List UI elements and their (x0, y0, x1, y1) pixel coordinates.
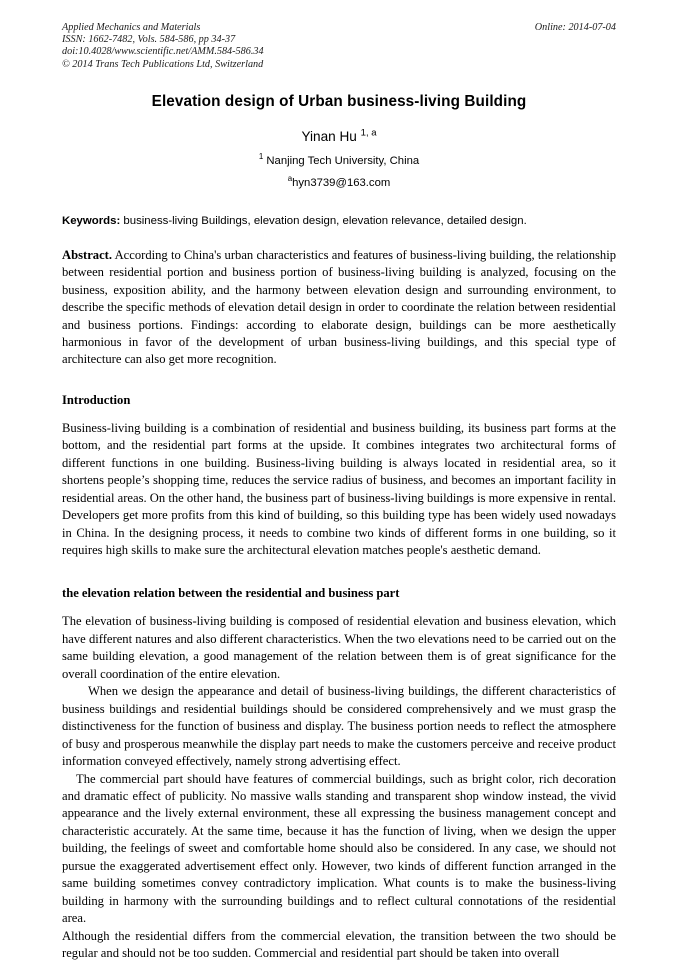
email-superscript: a (287, 174, 293, 184)
author-name-text: Yinan Hu (301, 129, 357, 144)
journal-name: Applied Mechanics and Materials (62, 22, 201, 33)
relation-paragraph-3: The commercial part should have features of commercial buildings, such as bright color, rich decoration and dramatic effect of publicity. No massive walls standing and transparent shop window instead, the vivid appearance and the lively external environment, these all expressing the business management concept and characteristic accurately. At the same time, because it has the function of living, when we design the upper building, the feelings of sweet and comfortable home should also be considered. In any case, we should not pursue the exaggerated advertisement effect only. However, two kinds of different function arranged in the same building sometimes convey contradictory implication. What counts is to make the business-living building in harmony with the surrounding buildings and to reflect cultural connotations of the residential area. (62, 771, 616, 926)
section-heading-introduction: Introduction (62, 392, 131, 407)
keywords-text: business-living Buildings, elevation design, elevation relevance, detailed design. (120, 215, 527, 227)
abstract-text: According to China's urban characteristics and features of business-living building, the relationship between residential portion and business portion of business-living building is analyzed, focusing on the business, exposition ability, and the harmony between elevation design and surrounding environment, to describe the specific methods of elevation detail design in order to coordinate the relation between residential and business portions. Findings: according to elaborate design, buildings can be more aesthetically harmonious in favor of the development of urban business-living buildings, and this special type of architecture can also get more recognition. (62, 248, 616, 367)
author-name-superscript: 1, a (360, 127, 377, 139)
issn-line: ISSN: 1662-7482, Vols. 584-586, pp 34-37 (62, 34, 236, 46)
author-affiliation (62, 154, 616, 168)
relation-paragraph-4: Although the residential differs from the commercial elevation, the transition between the two should be regular and should not be too sudden. Commercial and residential part should be taken into overall (62, 928, 616, 961)
abstract-paragraph (62, 247, 616, 369)
paper-title: Elevation design of Urban business-living Building (151, 93, 527, 110)
author-block (62, 128, 616, 190)
online-date: Online: 2014-07-04 (534, 22, 616, 33)
affiliation-text: Nanjing Tech University, China (263, 155, 420, 167)
journal-masthead (62, 22, 616, 74)
introduction-paragraph-1: Business-living building is a combination of residential and business building, its business part forms at the bottom, and the residential part forms at the upside. It combines integrates two architectural forms of different functions in one building. Business-living building is always located in residential area, so it shortens people’s shopping time, reduces the service radius of business, and becomes an important facility in residential areas. On the other hand, the business part of business-living buildings is more expensive in rental. Developers get more profits from this kind of building, so this building type has been widely used nowadays in China. In the designing process, it needs to combine two kinds of different forms in one building, so it requires high skills to make sure the architectural elevation matches people's aesthetic demand. (62, 420, 616, 558)
abstract-label: Abstract. (62, 248, 113, 262)
author-email (62, 176, 616, 190)
relation-paragraph-2: When we design the appearance and detail of business-living buildings, the different characteristics of business buildings and residential buildings should be considered comprehensively and we must grasp the distinctiveness for the function of business and display. The business portion needs to reflect the atmosphere of busy and prosperous meanwhile the display part needs to make the customers perceive and receive product information conveyed effectively, namely strong advertising effect. (62, 684, 616, 769)
relation-paragraph-1: The elevation of business-living building is composed of residential elevation and business elevation, which have different natures and also different characteristics. When the two elevations need to be carried out on the same building elevation, a good management of the relation between them is of great significance for the overall coordination of the entire elevation. (62, 614, 616, 681)
copyright-line: © 2014 Trans Tech Publications Ltd, Switzerland (62, 58, 264, 70)
masthead-left (62, 22, 482, 71)
keywords-line (62, 214, 616, 229)
keywords-label: Keywords: (62, 215, 121, 227)
email-text: hyn3739@163.com (292, 177, 391, 189)
author-name (62, 128, 616, 145)
doi-line: doi:10.4028/www.scientific.net/AMM.584-586.34 (62, 46, 264, 58)
affiliation-superscript: 1 (258, 152, 264, 162)
section-heading-elevation-relation: the elevation relation between the residential and business part (62, 586, 400, 601)
